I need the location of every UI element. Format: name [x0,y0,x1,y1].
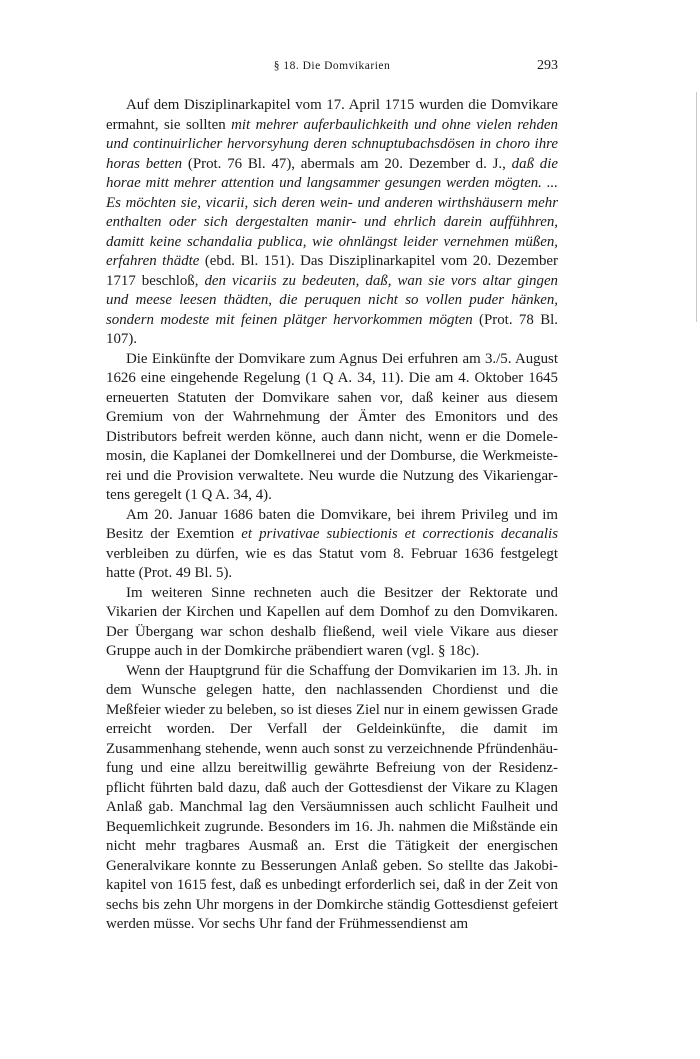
text-run: Im weiteren Sinne rechneten auch die Besitzer der Rektorate und Vikarien der Kirchen und Kapellen auf dem Domhof zu den Domvikaren. Der Übergang war schon deshalb fließend, weil viele Vikare aus dieser Gruppe auch in der Domkirche präbendiert waren (vgl. § 18c). [106,584,558,659]
text-run: (Prot. 76 Bl. 47), abermals am 20. Dezember d. J., [182,155,512,172]
paragraph [106,350,558,506]
text-run: verbleiben zu dürfen, wie es das Statut vom 8. Februar 1636 festgelegt hatte (Prot. 49 Bl. 5). [106,545,558,581]
text-run: (ebd. Bl. 151). Das Disziplinarkapitel vom 20. Dezember 1717 beschloß, [106,253,558,289]
quoted-text: den vicariis zu bedeuten, daß, wan sie vors altar gingen und meese leesen thädten, die peruquen nicht so vollen puder hänken, sondern modeste mit feinen plätger hervorkommen mögten [106,272,558,328]
text-run: Wenn der Hauptgrund für die Schaffung der Domvikarien im 13. Jh. in dem Wunsche gelegen hatte, den nachlassenden Chordienst und die Meßfeier wieder zu beleben, so ist dieses Ziel nur in einem gewissen Grade erreicht worden. Der Verfall der Geldeinkünfte, die damit im Zusammenhang stehende, wenn auch sonst zu verzeichnende Pfründenhäufung und eine allzu bereitwillig gewährte Befreiung von der Residenzpflicht führten bald dazu, daß auch der Gottesdienst der Vikare zu Klagen Anlaß gab. Manchmal lag den Versäumnissen auch schlicht Faulheit und Bequemlichkeit zugrunde. Besonders im 16. Jh. nahmen die Mißstände ein nicht mehr tragbares Ausmaß an. Erst die Tätigkeit der energischen Generalvikare konnte zu Besserungen Anlaß geben. So stellte das Jakobikapitel von 1615 fest, daß es unbedingt erforderlich sei, daß in der Zeit von sechs bis zehn Uhr morgens in der Domkirche ständig Gottesdienst gefeiert werden müsse. Vor sechs Uhr fand der Frühmessendienst am [106,662,558,932]
scan-edge-line [696,92,697,322]
paragraph [106,584,558,662]
paragraph [106,96,558,350]
running-header [106,52,558,76]
text-run: Am 20. Januar 1686 baten die Domvikare, bei ihrem Privileg und im Besitz der Exemtion [106,506,558,542]
text-run: (Prot. 78 Bl. 107). [106,311,558,347]
text-run: Die Einkünfte der Domvikare zum Agnus Dei erfuhren am 3./5. August 1626 eine eingehende Regelung (1 Q A. 34, 11). Die am 4. Oktober 1645 erneuerten Statuten der Domvikare sahen vor, daß keiner aus diesem Gremium von der Wahrnehmung der Ämter des Emonitors und des Distributors befreit werden könne, auch dann nicht, wenn er die Domelemosin, die Kaplanei der Domkellnerei und der Domburse, die Werkmeisterei und die Provision verwaltete. Neu wurde die Nutzung des Vikariengartens geregelt (1 Q A. 34, 4). [106,350,558,503]
body-text [106,96,558,935]
paragraph [106,662,558,935]
document-page [106,52,558,935]
section-title: § 18. Die Domvikarien [273,60,391,72]
paragraph [106,506,558,584]
text-run: Auf dem Disziplinarkapitel vom 17. April 1715 wurden die Domvikare ermahnt, sie sollten [106,97,558,133]
quoted-text: daß die horae mitt mehrer attention und langsammer gesungen werden mögten. ... Es möchten sie, vicarii, sich deren wein- und anderen wirthshäusern mehr enthalten oder sich dergestalten manir- und ehrlich darein auffühhren, damitt keine schandalia publica, wie ohnlängst leider vernehmen müßen, erfahren thädte [106,155,558,269]
quoted-text: mit mehrer auferbaulichkeith und ohne vielen rehden und continuirlicher hervorsyhung deren schnuptubachsdösen in choro ihre horas betten [106,116,558,172]
page-number: 293 [537,58,558,73]
quoted-text: et privativae subiectionis et correctionis decanalis [241,526,558,542]
